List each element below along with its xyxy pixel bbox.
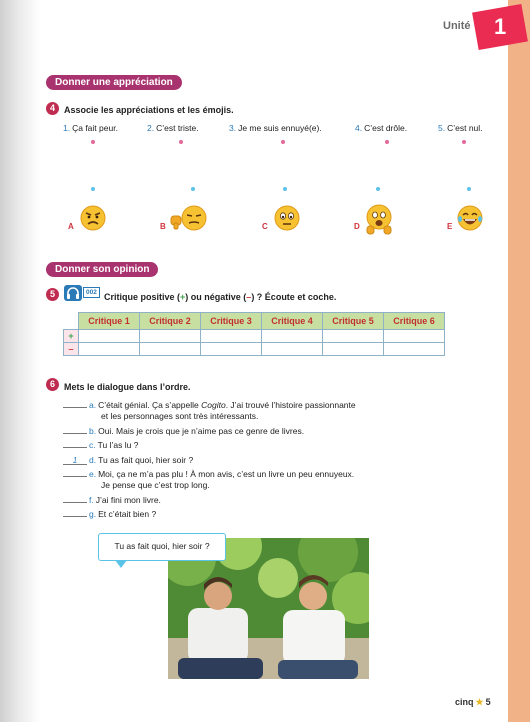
exercise-6-instruction: Mets le dialogue dans l’ordre. (64, 382, 191, 392)
match-dot-emoji-a[interactable] (91, 187, 95, 191)
emoji-letter-c: C (262, 222, 268, 231)
phrase-4: 4. C’est drôle. (355, 123, 408, 133)
headphones-icon[interactable] (64, 285, 82, 301)
dialogue-item-b: b. Oui. Mais je crois que je n’aime pas ce genre de livres. (63, 425, 304, 437)
bored-emoji-icon (273, 204, 301, 232)
exercise-number-4: 4 (46, 102, 59, 115)
speech-bubble: Tu as fait quoi, hier soir ? (98, 533, 226, 561)
emoji-letter-d: D (354, 222, 360, 231)
check-cell[interactable] (323, 343, 384, 356)
match-dot-phrase-4[interactable] (385, 140, 389, 144)
check-cell[interactable] (140, 330, 201, 343)
answer-blank-e[interactable] (63, 469, 87, 477)
answer-blank-a[interactable] (63, 400, 87, 408)
dialogue-item-f: f. J’ai fini mon livre. (63, 494, 161, 506)
phrase-3: 3. Je me suis ennuyé(e). (229, 123, 322, 133)
page-number: 5 (485, 697, 491, 707)
section-title-appreciation: Donner une appréciation (46, 75, 182, 90)
check-cell[interactable] (79, 330, 140, 343)
laughing-emoji-icon (456, 204, 484, 232)
check-cell[interactable] (201, 330, 262, 343)
dialogue-item-e: e. Moi, ça ne m’a pas plu ! À mon avis, c’est un livre un peu ennuyeux. (63, 468, 354, 480)
exercise-4-instruction: Associe les appréciations et les émojis. (64, 105, 234, 115)
exercise-number-5: 5 (46, 288, 59, 301)
smirk-thumbs-down-emoji-icon (168, 204, 208, 232)
match-dot-emoji-c[interactable] (283, 187, 287, 191)
emoji-letter-a: A (68, 222, 74, 231)
match-dot-phrase-1[interactable] (91, 140, 95, 144)
exercise-5-instruction: Critique positive (+) ou négative (–) ? Écoute et coche. (104, 292, 337, 302)
match-dot-emoji-d[interactable] (376, 187, 380, 191)
section-title-opinion: Donner son opinion (46, 262, 158, 277)
row-label-negative: – (64, 343, 79, 356)
column-header-critique-4: Critique 4 (262, 313, 323, 330)
check-cell[interactable] (201, 343, 262, 356)
audio-track-code[interactable]: 002 (83, 287, 100, 298)
emoji-letter-e: E (447, 222, 453, 231)
phrase-1: 1. Ça fait peur. (63, 123, 118, 133)
check-cell[interactable] (140, 343, 201, 356)
phrase-5: 5. C’est nul. (438, 123, 483, 133)
match-dot-phrase-5[interactable] (462, 140, 466, 144)
speech-bubble-tail (115, 560, 127, 568)
table-row-negative (64, 343, 445, 356)
unit-number: 1 (493, 14, 507, 39)
answer-blank-b[interactable] (63, 426, 87, 434)
check-cell[interactable] (323, 330, 384, 343)
phrase-2: 2. C’est triste. (147, 123, 199, 133)
exercise-number-6: 6 (46, 378, 59, 391)
match-dot-phrase-2[interactable] (179, 140, 183, 144)
check-cell[interactable] (262, 343, 323, 356)
column-header-critique-6: Critique 6 (384, 313, 445, 330)
dialogue-item-g: g. Et c’était bien ? (63, 508, 156, 520)
table-row-positive (64, 330, 445, 343)
angry-emoji-icon (79, 204, 107, 232)
table-corner (64, 313, 79, 330)
page-number-word: cinq (455, 697, 474, 707)
column-header-critique-2: Critique 2 (140, 313, 201, 330)
unit-label: Unité (443, 20, 471, 32)
side-color-strip (508, 0, 530, 722)
page-gutter-shadow (0, 0, 40, 722)
check-cell[interactable] (384, 343, 445, 356)
check-cell[interactable] (384, 330, 445, 343)
check-cell[interactable] (79, 343, 140, 356)
dialogue-item-a-line-2: et les personnages sont très intéressants. (101, 411, 259, 421)
page-footer (455, 697, 491, 708)
column-header-critique-1: Critique 1 (79, 313, 140, 330)
answer-blank-f[interactable] (63, 495, 87, 503)
check-cell[interactable] (262, 330, 323, 343)
dialogue-item-e-line-2: Je pense que c’est trop long. (101, 480, 210, 490)
answer-blank-d[interactable]: 1 (63, 457, 87, 465)
dialogue-item-d: 1 d. Tu as fait quoi, hier soir ? (63, 454, 193, 466)
answer-blank-c[interactable] (63, 440, 87, 448)
match-dot-emoji-e[interactable] (467, 187, 471, 191)
emoji-letter-b: B (160, 222, 166, 231)
column-header-critique-5: Critique 5 (323, 313, 384, 330)
match-dot-emoji-b[interactable] (191, 187, 195, 191)
column-header-critique-3: Critique 3 (201, 313, 262, 330)
match-dot-phrase-3[interactable] (281, 140, 285, 144)
answer-blank-g[interactable] (63, 509, 87, 517)
critique-table (63, 312, 445, 356)
dialogue-item-c: c. Tu l’as lu ? (63, 439, 138, 451)
scared-emoji-icon (364, 204, 394, 236)
star-icon: ★ (475, 697, 484, 707)
dialogue-item-a: a. C’était génial. Ça s’appelle Cogito. J’ai trouvé l’histoire passionnante (63, 399, 356, 411)
row-label-positive: + (64, 330, 79, 343)
